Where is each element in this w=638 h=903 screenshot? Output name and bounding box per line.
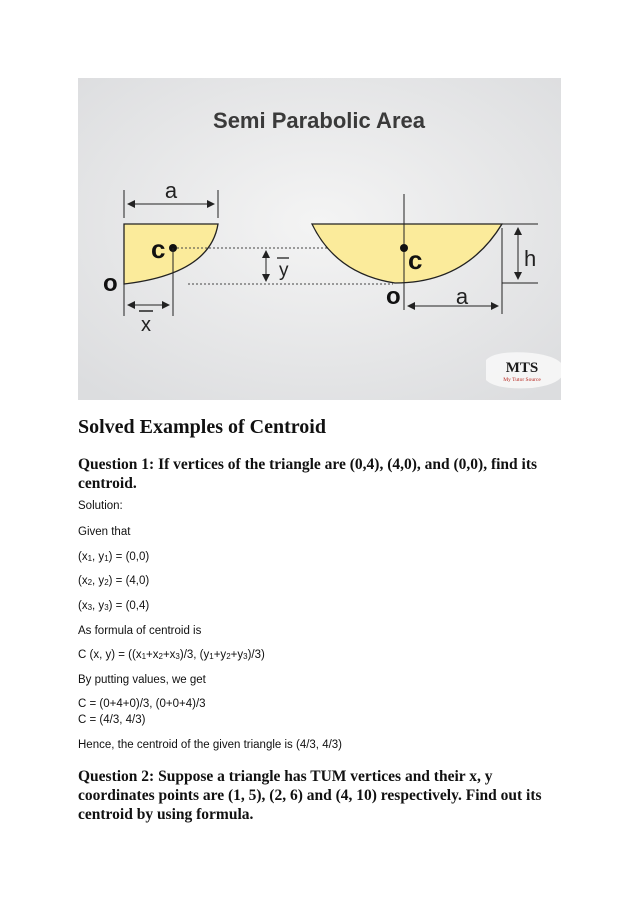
section-title: Solved Examples of Centroid xyxy=(78,416,326,438)
o-left-label: o xyxy=(103,270,118,297)
xbar-label: x xyxy=(141,314,151,336)
question-1: Question 1: If vertices of the triangle are (0,4), (4,0), and (0,0), find its centroid. xyxy=(78,456,538,492)
c-right-label: c xyxy=(408,245,423,275)
c-left-label: c xyxy=(151,234,166,264)
a-left-label: a xyxy=(164,178,178,203)
vertex-1: ($x_1$, $y_1) = (0,0)$ xyxy=(78,551,150,563)
figure-title: Semi Parabolic Area xyxy=(213,108,425,133)
conclusion: Hence, the centroid of the given triangle is (4/3, 4/3) xyxy=(78,739,343,751)
ybar-label: y xyxy=(279,260,289,281)
vertex-2: ($x_2$, $y_2) = (4,0)$ xyxy=(78,575,150,587)
logo-mark: MTS xyxy=(505,360,539,376)
a-right-label: a xyxy=(455,284,469,309)
semi-parabolic-figure xyxy=(78,78,561,400)
centroid-right-dot xyxy=(400,244,408,252)
h-label: h xyxy=(524,246,537,271)
logo-tagline: My Tutor Source xyxy=(503,377,541,383)
step-2: C = (4/3, 4/3) xyxy=(78,714,146,726)
solution-label: Solution: xyxy=(78,500,123,512)
question-2: Question 2: Suppose a triangle has TUM vertices and their x, y coordinates points are (1, 5), (2, 6) and (4, 10) respectively. Find out its centroid by using formula. xyxy=(78,768,542,823)
step-1: C = (0+4+0)/3, (0+0+4)/3 xyxy=(78,698,206,710)
formula-label: As formula of centroid is xyxy=(78,625,202,637)
o-right-label: o xyxy=(386,283,401,310)
given-that: Given that xyxy=(78,526,131,538)
centroid-formula: C (x, $y) = ((x_1+x_2+x_3)/3$, $(y_1+y_2+y_3)/3$) xyxy=(78,649,265,661)
mts-logo xyxy=(486,352,561,388)
putting-values: By putting values, we get xyxy=(78,674,206,686)
vertex-3: ($x_3$, $y_3) = (0,4)$ xyxy=(78,600,150,612)
